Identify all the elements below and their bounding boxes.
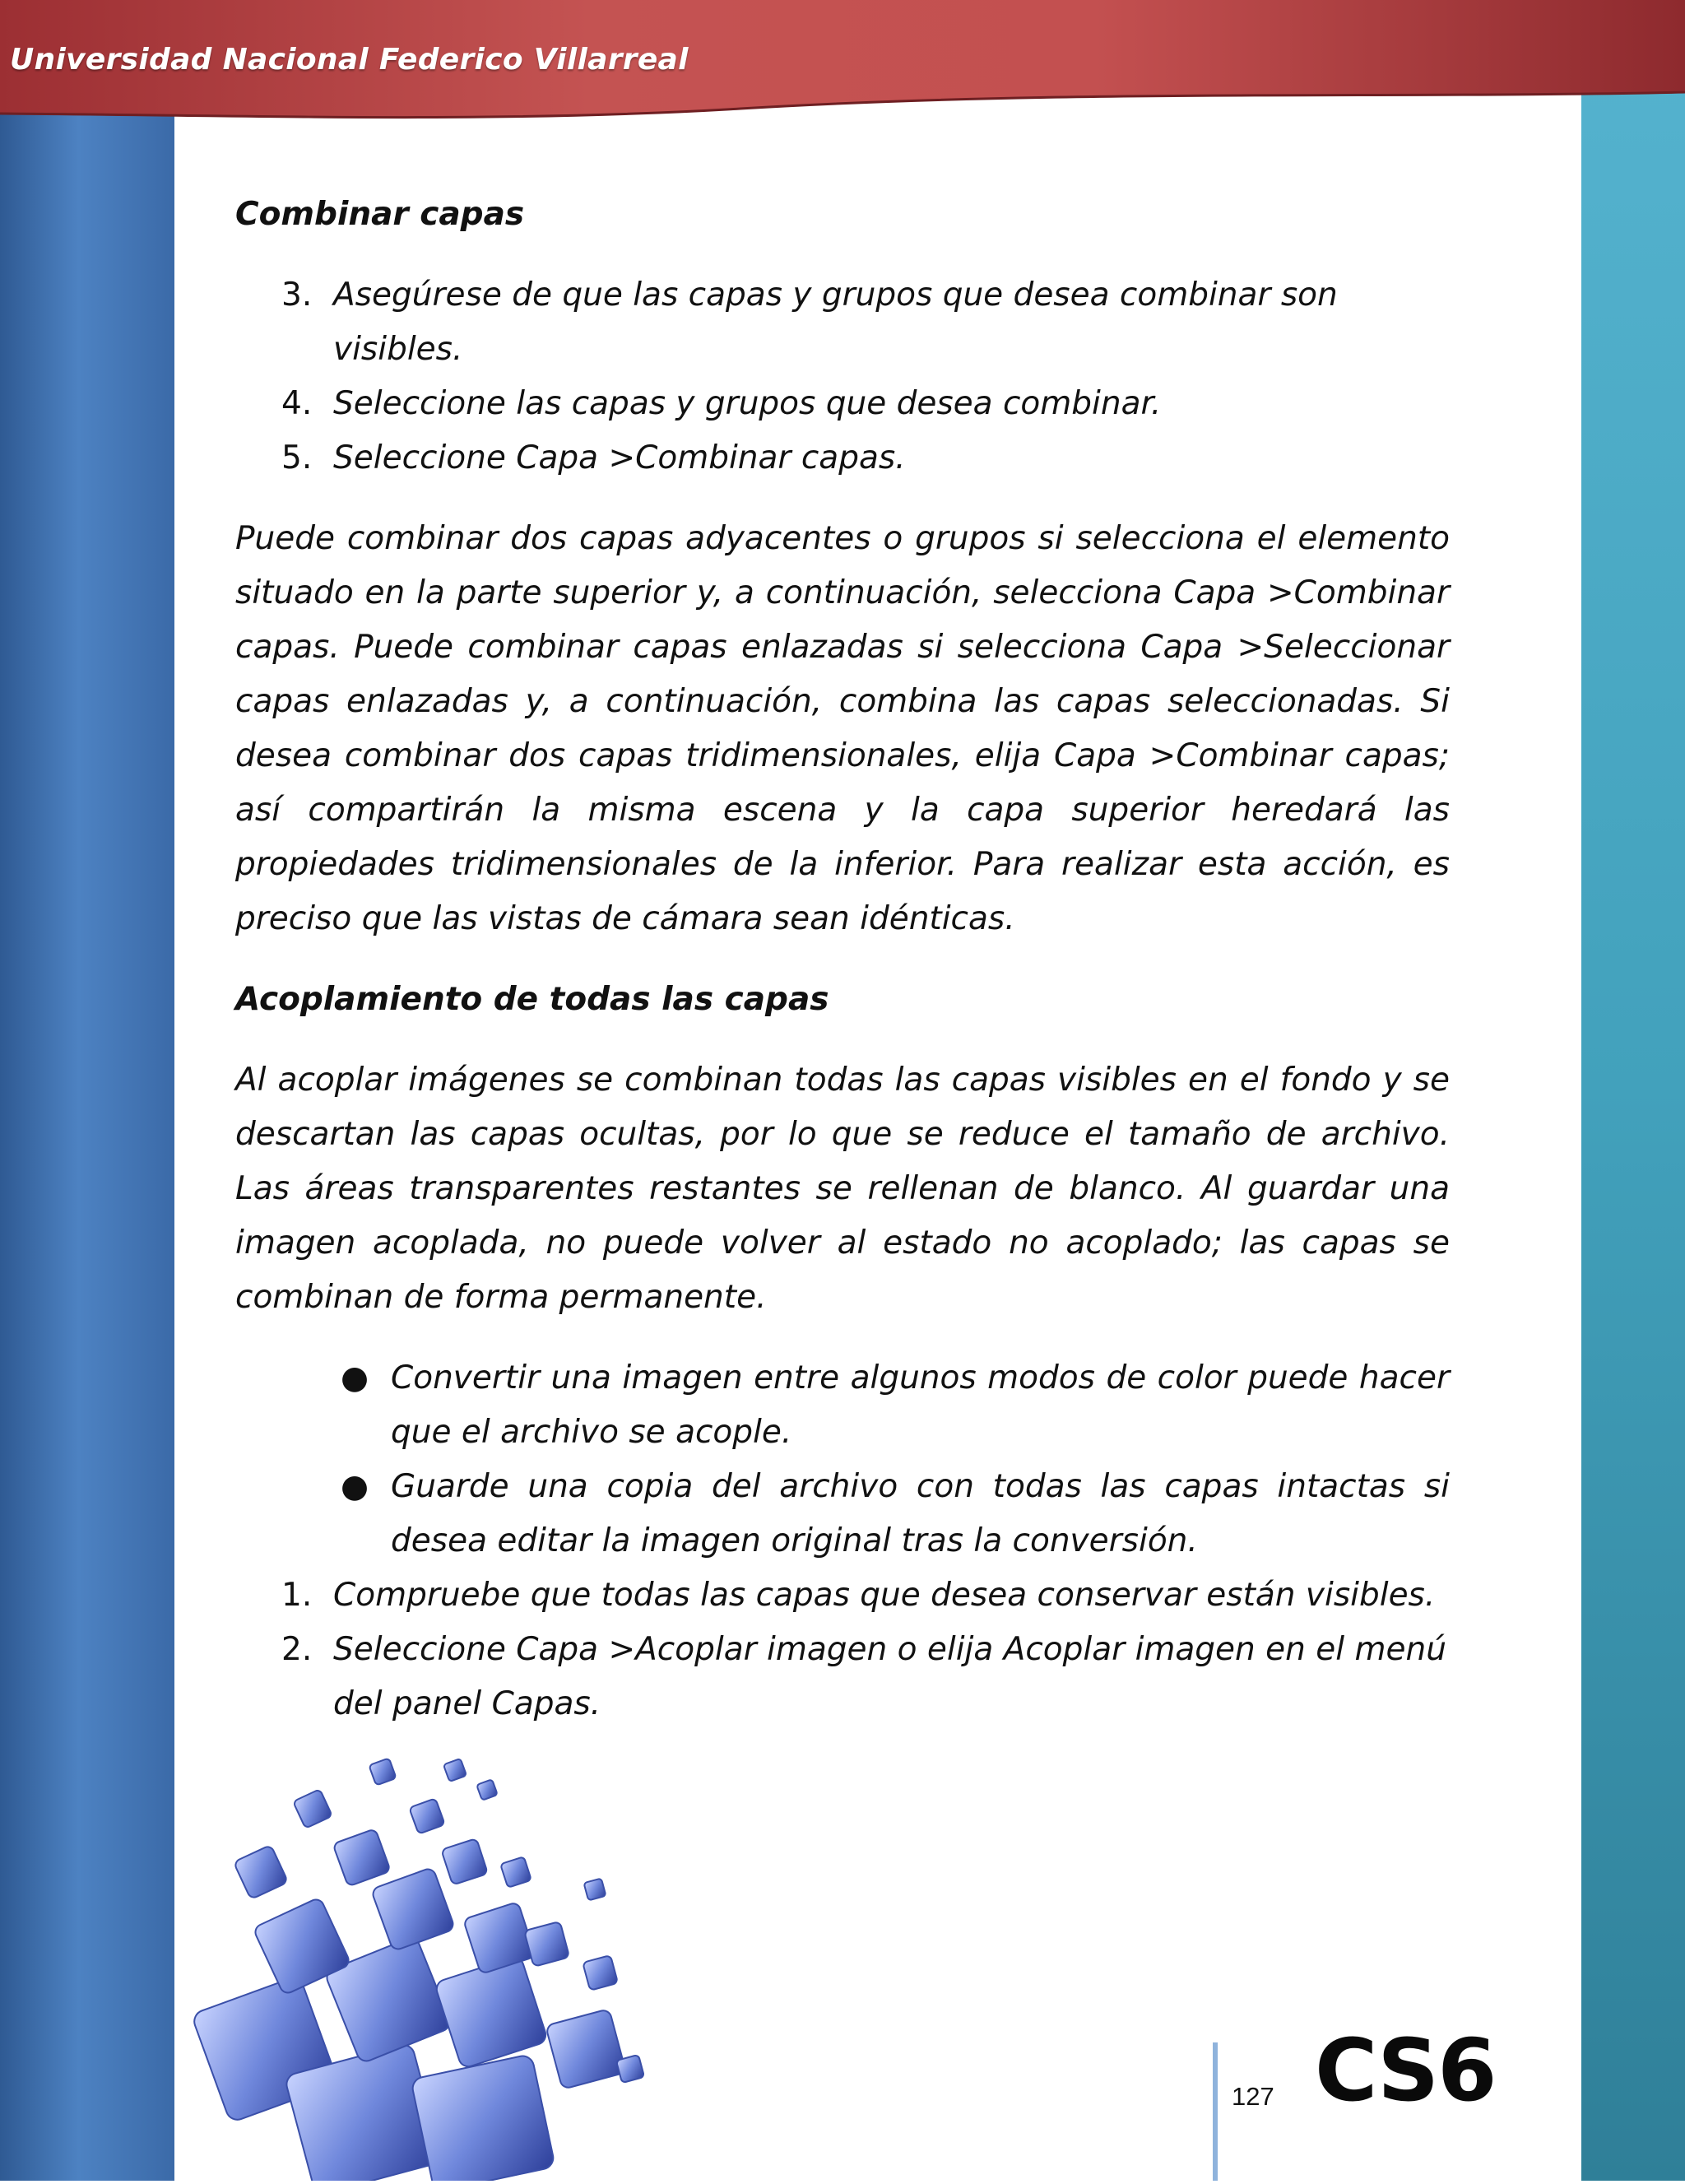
bullet-item: ● Convertir una imagen entre algunos modos de color puede hacer que el archivo se acople. — [235, 1351, 1450, 1460]
combine-steps-list — [235, 268, 1450, 486]
right-decorative-band — [1581, 0, 1685, 2181]
section-heading-acoplamiento: Acoplamiento de todas las capas — [235, 981, 829, 1018]
combine-paragraph: Puede combinar dos capas adyacentes o grupos si selecciona el elemento situado en la parte superior y, a continuación, selecciona Capa >Combinar capas. Puede combinar capas enlazadas si selecciona Capa >Seleccionar capas enlazadas y, a continuación, combina las capas seleccionadas. Si desea combinar dos capas tridimensionales, elija Capa >Combinar capas; así compartirán la misma escena y la capa superior heredará las propiedades tridimensionales de la inferior. Para realizar esta acción, es preciso que las vistas de cámara sean idénticas. — [235, 520, 1450, 937]
bullet-item: ● Guarde una copia del archivo con todas las capas intactas si desea editar la imagen original tras la conversión. — [235, 1460, 1450, 1568]
section-heading-combinar: Combinar capas — [235, 196, 525, 233]
flatten-paragraph: Al acoplar imágenes se combinan todas las capas visibles en el fondo y se descartan las capas ocultas, por lo que se reduce el tamaño de archivo. Las áreas transparentes restantes se rellenan de blanco. Al guardar una imagen acoplada, no puede volver al estado no acoplado; las capas se combinan de forma permanente. — [235, 1062, 1450, 1316]
flatten-steps-list — [235, 1568, 1450, 1731]
cs6-logo: CS6 — [1315, 2020, 1496, 2121]
header-banner — [0, 0, 1685, 123]
decorative-cubes-image — [174, 1745, 750, 2181]
left-decorative-band — [0, 0, 174, 2181]
list-item: 4. Seleccione las capas y grupos que desea combinar. — [281, 385, 1162, 422]
document-body — [235, 188, 1450, 1731]
bullet-icon: ● — [341, 1468, 369, 1505]
bullet-icon: ● — [341, 1359, 369, 1396]
list-item: 5. Seleccione Capa >Combinar capas. — [281, 439, 906, 476]
flatten-notes-list — [235, 1351, 1450, 1568]
list-item: 2. Seleccione Capa >Acoplar imagen o elija Acoplar imagen en el menú del panel Capas. — [281, 1631, 1446, 1722]
university-title: Universidad Nacional Federico Villarreal — [10, 43, 689, 77]
list-item: 3. Asegúrese de que las capas y grupos que desea combinar son visibles. — [281, 276, 1338, 368]
list-item: 1. Compruebe que todas las capas que desea conservar están visibles. — [281, 1577, 1436, 1614]
page-number-divider — [1213, 2042, 1218, 2181]
page-number: 127 — [1232, 2082, 1274, 2111]
